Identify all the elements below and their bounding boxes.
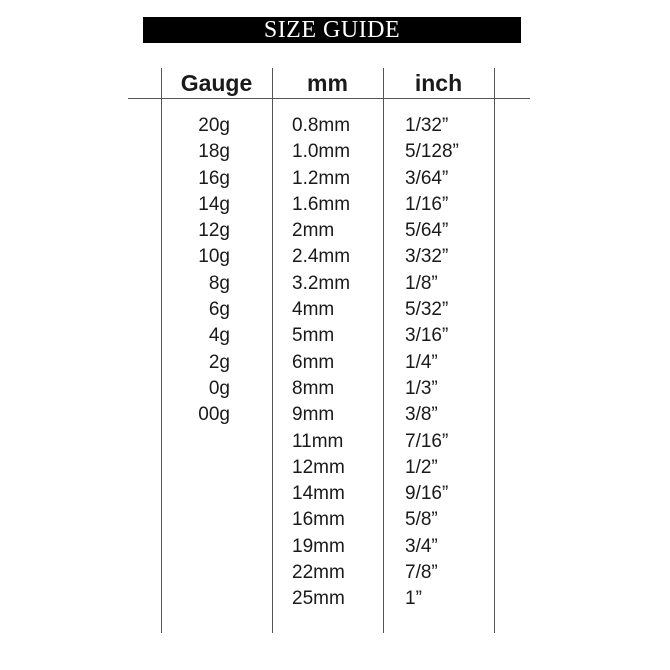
inch-cell: 1/3” (405, 377, 438, 399)
mm-cell: 0.8mm (292, 115, 351, 136)
gauge-cell: 6g (208, 299, 230, 321)
inch-cell: 5/8” (405, 509, 438, 531)
mm-cell: 8mm (292, 377, 335, 399)
mm-cell: 1.2mm (292, 167, 351, 189)
gauge-cell: 10g (198, 246, 230, 268)
inch-cell: 7/8” (405, 562, 438, 584)
inch-cell: 3/64” (405, 167, 449, 189)
inch-cell: 7/16” (405, 430, 449, 452)
mm-cell: 22mm (292, 562, 345, 584)
mm-cell: 11mm (292, 430, 344, 452)
inch-cell: 1/8” (405, 272, 438, 294)
header-gauge: Gauge (180, 70, 253, 96)
gauge-column (180, 113, 230, 429)
column-divider-left (161, 68, 162, 633)
page-title: SIZE GUIDE (143, 17, 521, 43)
mm-cell: 5mm (292, 325, 335, 347)
mm-cell: 9mm (292, 404, 335, 426)
mm-cell: 2mm (292, 220, 335, 242)
gauge-cell: 14g (198, 193, 230, 215)
column-divider-mm-inch (383, 68, 384, 633)
inch-cell: 1/4” (405, 351, 438, 373)
inch-cell: 1” (405, 588, 422, 610)
gauge-cell: 16g (198, 167, 230, 189)
header-mm: mm (307, 70, 348, 96)
mm-cell: 6mm (292, 351, 335, 373)
mm-cell: 3.2mm (292, 272, 351, 294)
inch-cell: 1/16” (405, 193, 449, 215)
inch-cell: 5/128” (405, 141, 459, 163)
inch-cell: 3/32” (405, 246, 449, 268)
mm-cell: 2.4mm (292, 246, 351, 268)
mm-cell: 19mm (292, 535, 345, 557)
inch-cell: 9/16” (405, 483, 449, 505)
inch-cell: 5/64” (405, 220, 449, 242)
inch-cell: 1/32” (405, 115, 449, 136)
gauge-cell: 00g (198, 404, 230, 426)
mm-cell: 1.6mm (292, 193, 351, 215)
gauge-cell: 18g (198, 141, 230, 163)
gauge-cell: 0g (208, 377, 230, 399)
mm-cell: 25mm (292, 588, 345, 610)
gauge-cell: 4g (208, 325, 230, 347)
mm-cell: 12mm (292, 456, 345, 478)
gauge-cell: 12g (198, 220, 230, 242)
inch-cell: 5/32” (405, 299, 449, 321)
mm-cell: 4mm (292, 299, 335, 321)
gauge-cell: 20g (198, 115, 230, 136)
mm-column (292, 113, 377, 613)
mm-cell: 16mm (292, 509, 345, 531)
gauge-cell: 8g (208, 272, 230, 294)
inch-cell: 3/4” (405, 535, 438, 557)
inch-column (405, 113, 490, 613)
mm-cell: 1.0mm (292, 141, 351, 163)
column-divider-gauge-mm (272, 68, 273, 633)
gauge-cell: 2g (208, 351, 230, 373)
inch-cell: 3/8” (405, 404, 438, 426)
inch-cell: 3/16” (405, 325, 449, 347)
inch-cell: 1/2” (405, 456, 438, 478)
header-divider (128, 98, 530, 99)
column-divider-right (494, 68, 495, 633)
header-inch: inch (414, 70, 463, 96)
mm-cell: 14mm (292, 483, 345, 505)
